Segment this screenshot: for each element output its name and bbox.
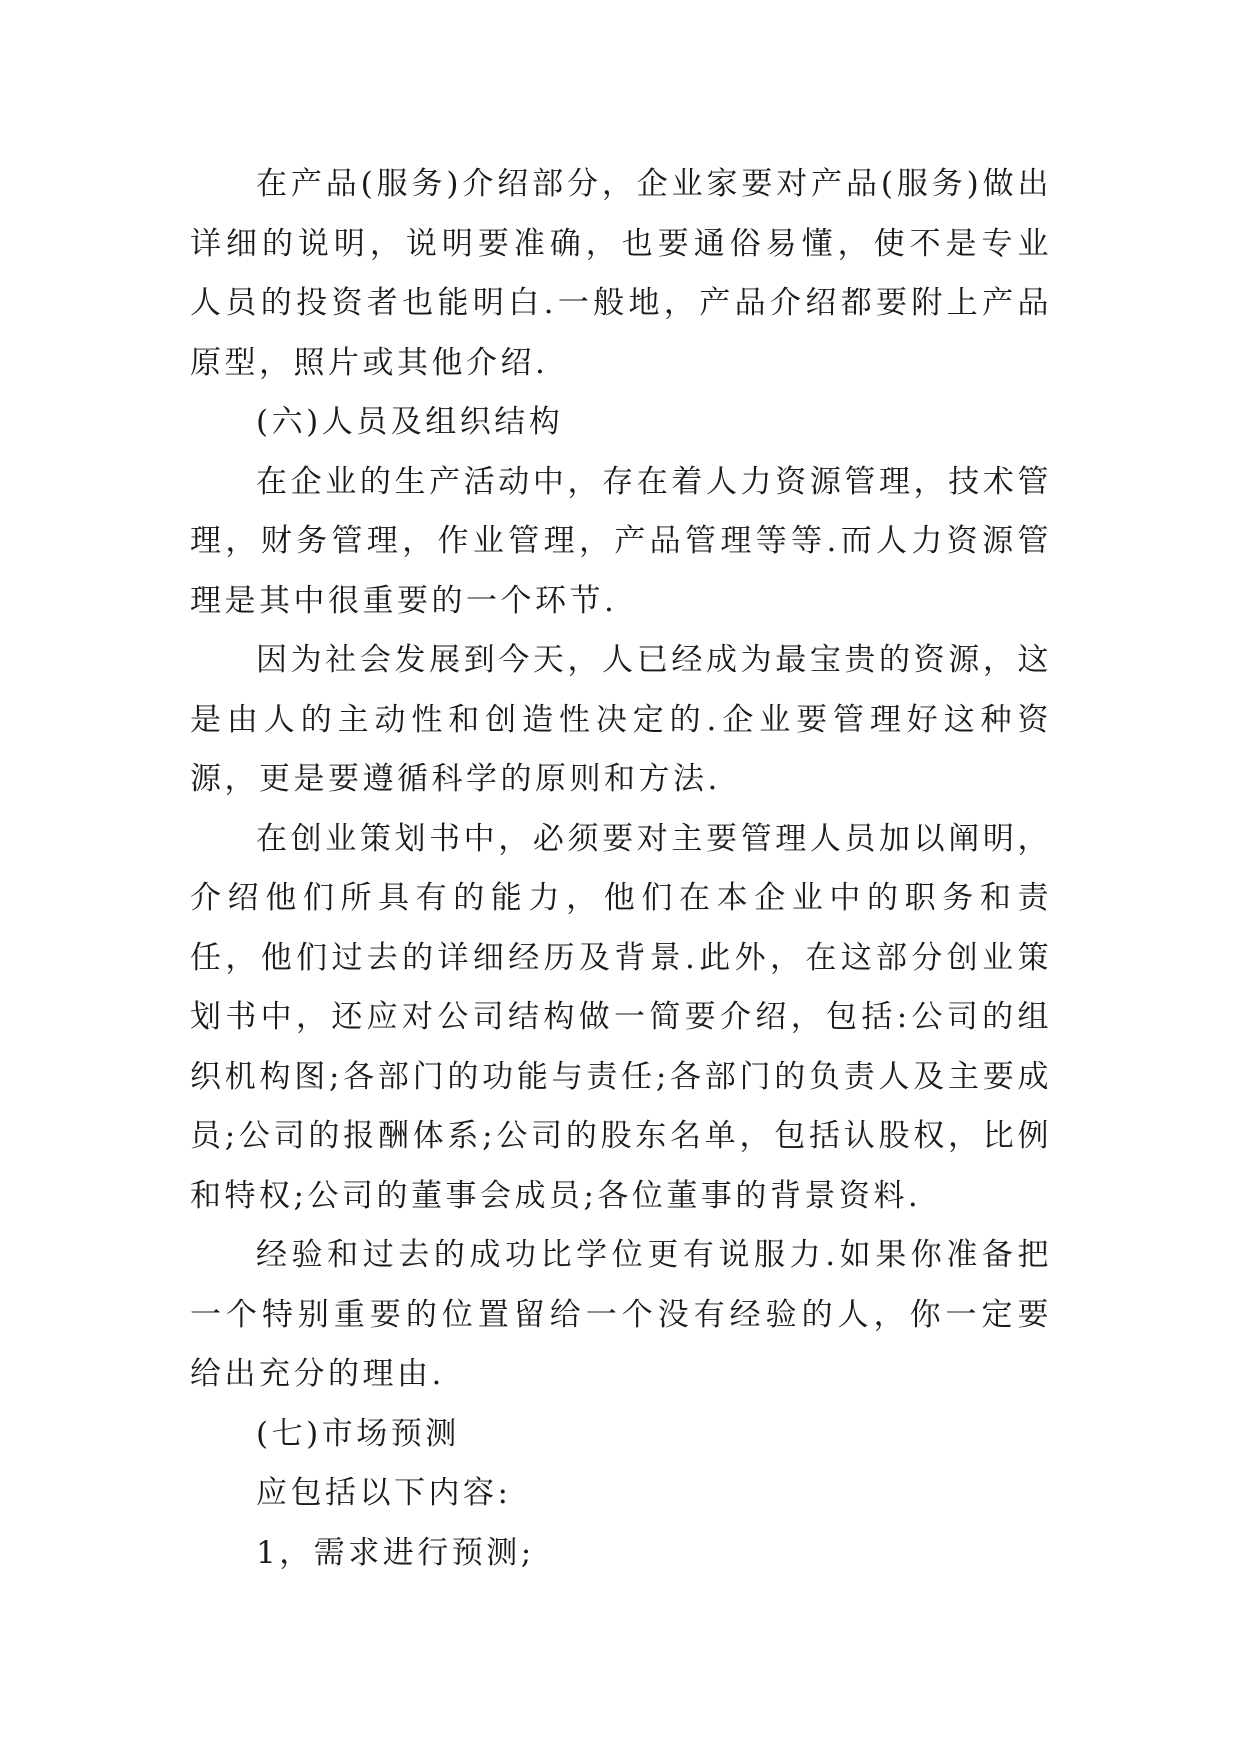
paragraph-hr-management: 在企业的生产活动中，存在着人力资源管理，技术管理，财务管理，作业管理，产品管理等等.而人力资源管理是其中很重要的一个环节. xyxy=(190,463,1052,619)
section-heading-personnel: (六)人员及组织结构 xyxy=(256,404,564,440)
paragraph-human-resource: 因为社会发展到今天，人已经成为最宝贵的资源，这是由人的主动性和创造性决定的.企业要管理好这种资源，更是要遵循科学的原则和方法. xyxy=(190,642,1052,797)
paragraph-product-intro: 在产品(服务)介绍部分，企业家要对产品(服务)做出详细的说明，说明要准确，也要通俗易懂，使不是专业人员的投资者也能明白.一般地，产品介绍都要附上产品原型，照片或其他介绍. xyxy=(190,166,1052,381)
paragraph-includes: 应包括以下内容: xyxy=(256,1475,512,1511)
list-item-demand-forecast: 1，需求进行预测; xyxy=(256,1534,535,1571)
paragraph-management-team: 在创业策划书中，必须要对主要管理人员加以阐明，介绍他们所具有的能力，他们在本企业中的职务和责任，他们过去的详细经历及背景.此外，在这部分创业策划书中，还应对公司结构做一简要介绍，包括:公司的组织机构图;各部门的功能与责任;各部门的负责人及主要成员;公司的报酬体系;公司的股东名单，包括认股权，比例和特权;公司的董事会成员;各位董事的背景资料. xyxy=(190,820,1052,1214)
document-body xyxy=(190,155,1052,1583)
section-heading-market-forecast: (七)市场预测 xyxy=(256,1415,460,1452)
paragraph-experience: 经验和过去的成功比学位更有说服力.如果你准备把一个特别重要的位置留给一个没有经验的人，你一定要给出充分的理由. xyxy=(190,1237,1052,1392)
